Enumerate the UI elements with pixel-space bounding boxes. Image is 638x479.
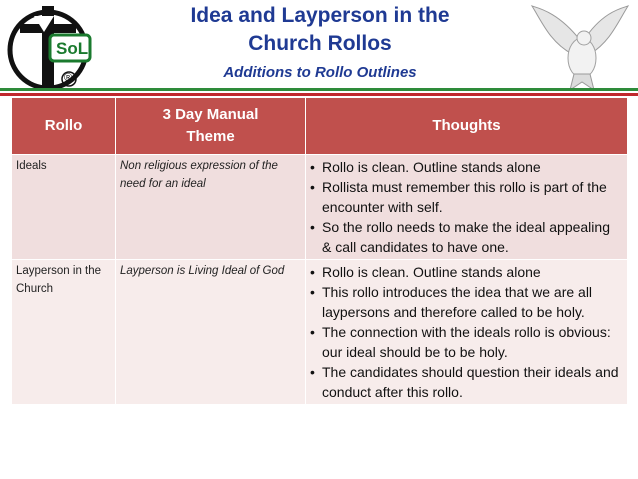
bullet: • <box>310 284 315 300</box>
bullet: • <box>310 179 315 195</box>
bullet: • <box>310 264 315 280</box>
bullet: • <box>310 364 315 380</box>
thought-item <box>310 157 623 177</box>
header-theme-line-2: Theme <box>186 128 235 145</box>
thought-text: This rollo introduces the idea that we are all laypersons and therefore called to be holy. <box>322 284 593 320</box>
thought-item <box>310 322 623 362</box>
table-row <box>12 260 628 405</box>
rollo-table <box>11 97 628 405</box>
thought-text: Rollo is clean. Outline stands alone <box>322 159 541 175</box>
header-rollo: Rollo <box>12 98 116 155</box>
page-title <box>130 2 510 58</box>
cell-thoughts <box>306 155 628 260</box>
thought-text: The candidates should question their ideals and conduct after this rollo. <box>322 364 619 400</box>
table-header-row <box>12 98 628 155</box>
sol-logo <box>4 2 96 94</box>
bullet: • <box>310 324 315 340</box>
header-theme <box>116 98 306 155</box>
registered-mark: ® <box>64 72 73 84</box>
red-stripe <box>0 93 638 96</box>
thought-item <box>310 362 623 402</box>
bullet: • <box>310 159 315 175</box>
thought-text: Rollo is clean. Outline stands alone <box>322 264 541 280</box>
logo-text: SoL <box>56 39 89 58</box>
cell-theme: Layperson is Living Ideal of God <box>116 260 306 405</box>
thought-item <box>310 177 623 217</box>
thought-text: So the rollo needs to make the ideal appealing & call candidates to have one. <box>322 219 610 255</box>
thought-item <box>310 262 623 282</box>
thought-text: Rollista must remember this rollo is part of the encounter with self. <box>322 179 607 215</box>
page-subtitle: Additions to Rollo Outlines <box>223 64 417 81</box>
thought-text: The connection with the ideals rollo is obvious: our ideal should be to be holy. <box>322 324 611 360</box>
cell-rollo: Layperson in the Church <box>12 260 116 405</box>
title-line-2: Church Rollos <box>248 32 392 55</box>
table-row <box>12 155 628 260</box>
header-thoughts: Thoughts <box>306 98 628 155</box>
bullet: • <box>310 219 315 235</box>
cell-theme: Non religious expression of the need for an ideal <box>116 155 306 260</box>
thought-item <box>310 217 623 257</box>
dove-image <box>528 2 632 94</box>
cell-thoughts <box>306 260 628 405</box>
title-line-1: Idea and Layperson in the <box>190 4 450 27</box>
thought-item <box>310 282 623 322</box>
cell-rollo: Ideals <box>12 155 116 260</box>
header-theme-line-1: 3 Day Manual <box>162 106 259 123</box>
